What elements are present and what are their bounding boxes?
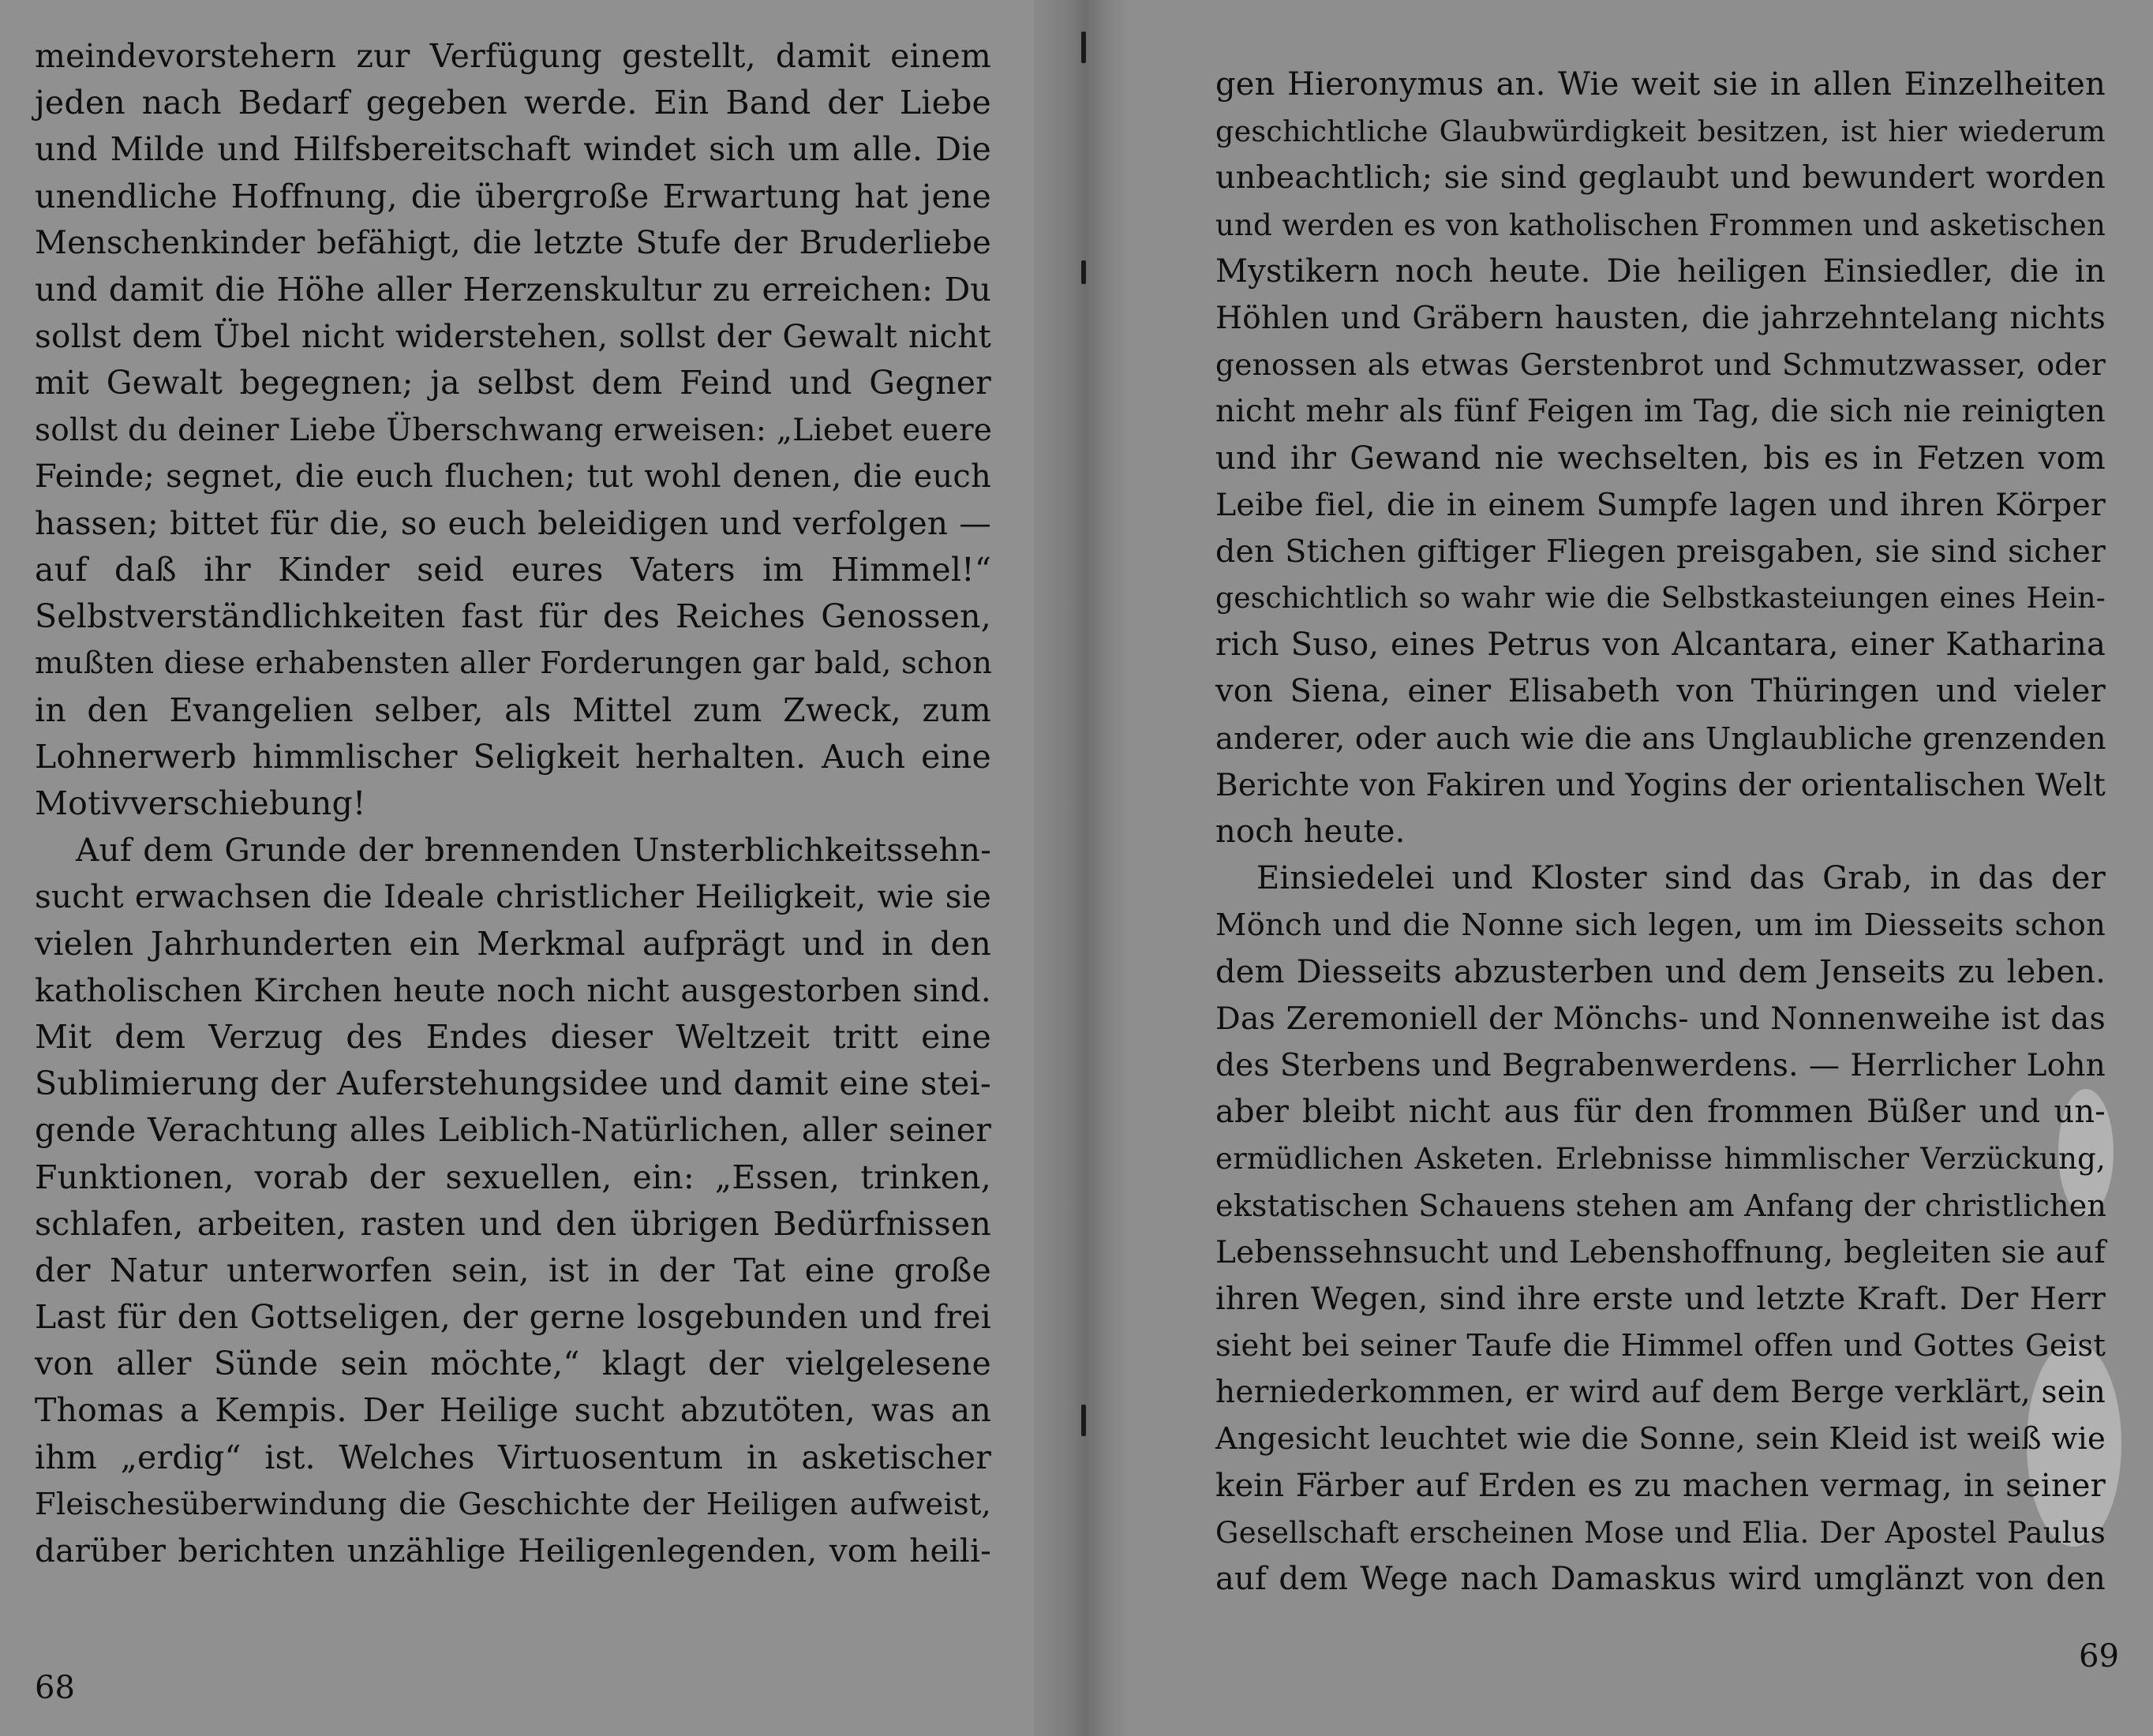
text-line: der Natur unterworfen sein, ist in der Tat eine große bbox=[35, 1251, 991, 1289]
text-line: Lebenssehnsucht und Lebenshoffnung, begleiten sie auf bbox=[1215, 1234, 2106, 1270]
text-line: Auf dem Grunde der brennenden Unsterblichkeitssehn- bbox=[76, 831, 991, 870]
text-line: sollst dem Übel nicht widerstehen, sollst der Gewalt nicht bbox=[35, 317, 991, 356]
text-line: und werden es von katholischen Frommen und asketischen bbox=[1215, 208, 2106, 242]
text-line: Fleischesüberwindung die Geschichte der Heiligen aufweist, bbox=[35, 1486, 991, 1522]
text-line: Thomas a Kempis. Der Heilige sucht abzutöten, was an bbox=[35, 1391, 991, 1430]
text-line: hassen; bittet für die, so euch beleidigen und verfolgen — bbox=[35, 503, 991, 542]
text-line: sucht erwachsen die Ideale christlicher Heiligkeit, wie sie bbox=[35, 877, 991, 916]
text-line: gen Hieronymus an. Wie weit sie in allen Einzelheiten bbox=[1215, 66, 2106, 103]
text-line: von aller Sünde sein möchte,“ klagt der vielgelesene bbox=[35, 1345, 991, 1383]
text-line: meindevorstehern zur Verfügung gestellt, damit einem bbox=[35, 37, 991, 75]
text-line: Last für den Gottseligen, der gerne losgebunden und frei bbox=[35, 1298, 991, 1337]
text-line: rich Suso, eines Petrus von Alcantara, einer Katharina bbox=[1215, 627, 2106, 664]
text-line: herniederkommen, er wird auf dem Berge verklärt, sein bbox=[1215, 1375, 2106, 1411]
text-line: jeden nach Bedarf gegeben werde. Ein Band der Liebe bbox=[35, 84, 991, 122]
text-line: Einsiedelei und Kloster sind das Grab, in das der bbox=[1256, 860, 2106, 897]
text-line: dem Diesseits abzusterben und dem Jenseits zu leben. bbox=[1215, 953, 2106, 990]
text-line: ihren Wegen, sind ihre erste und letzte Kraft. Der Herr bbox=[1215, 1280, 2106, 1317]
text-line: geschichtlich so wahr wie die Selbstkasteiungen eines Hein- bbox=[1215, 582, 2106, 615]
text-line: nicht mehr als fünf Feigen im Tag, die sich nie reinigten bbox=[1215, 394, 2106, 430]
text-line: ermüdlichen Asketen. Erlebnisse himmlischer Verzückung, bbox=[1215, 1142, 2106, 1177]
text-line: Leibe fiel, die in einem Sumpfe lagen und ihren Körper bbox=[1215, 486, 2106, 523]
text-line: Berichte von Fakiren und Yogins der orientalischen Welt bbox=[1215, 767, 2106, 803]
text-line: Mönch und die Nonne sich legen, um im Diesseits schon bbox=[1215, 907, 2106, 944]
text-line: Selbstverständlichkeiten fast für des Reiches Genossen, bbox=[35, 597, 991, 636]
text-line: und Milde und Hilfsbereitschaft windet sich um alle. Die bbox=[35, 130, 991, 169]
text-line: unendliche Hoffnung, die übergroße Erwartung hat jene bbox=[35, 177, 991, 215]
text-line: darüber berichten unzählige Heiligenlegenden, vom heili- bbox=[35, 1532, 991, 1570]
text-line: genossen als etwas Gerstenbrot und Schmutzwasser, oder bbox=[1215, 347, 2106, 383]
text-line: Angesicht leuchtet wie die Sonne, sein Kleid ist weiß wie bbox=[1215, 1421, 2106, 1457]
text-line: des Sterbens und Begrabenwerdens. — Herrlicher Lohn bbox=[1215, 1047, 2106, 1083]
text-line: Mit dem Verzug des Endes dieser Weltzeit tritt eine bbox=[35, 1017, 991, 1056]
text-line: Mystikern noch heute. Die heiligen Einsiedler, die in bbox=[1215, 253, 2106, 290]
text-line: aber bleibt nicht aus für den frommen Büßer und un- bbox=[1215, 1094, 2106, 1131]
text-line: auf daß ihr Kinder seid eures Vaters im Himmel!“ bbox=[35, 551, 991, 589]
page-number: 68 bbox=[35, 1670, 75, 1706]
text-line: mit Gewalt begegnen; ja selbst dem Feind und Gegner bbox=[35, 364, 991, 402]
text-line: Gesellschaft erscheinen Mose und Elia. Der Apostel Paulus bbox=[1215, 1515, 2106, 1550]
text-line: mußten diese erhabensten aller Forderungen gar bald, schon bbox=[35, 645, 993, 682]
text-line: anderer, oder auch wie die ans Unglaubliche grenzenden bbox=[1215, 720, 2106, 757]
text-line: Lohnerwerb himmlischer Seligkeit herhalten. Auch eine bbox=[35, 737, 991, 776]
text-line: den Stichen giftiger Fliegen preisgaben, sie sind sicher bbox=[1215, 533, 2106, 570]
text-line: Feinde; segnet, die euch fluchen; tut wohl denen, die euch bbox=[35, 458, 991, 495]
text-line: gende Verachtung alles Leiblich-Natürlichen, aller seiner bbox=[35, 1111, 991, 1150]
text-line: sollst du deiner Liebe Überschwang erweisen: „Liebet euere bbox=[35, 412, 993, 448]
text-line: schlafen, arbeiten, rasten und den übrigen Bedürfnissen bbox=[35, 1204, 991, 1243]
text-line: ekstatischen Schauens stehen am Anfang der christlichen bbox=[1215, 1188, 2107, 1223]
text-line: Das Zeremoniell der Mönchs- und Nonnenweihe ist das bbox=[1215, 1000, 2106, 1037]
text-line: Funktionen, vorab der sexuellen, ein: „Essen, trinken, bbox=[35, 1158, 991, 1196]
text-line: geschichtliche Glaubwürdigkeit besitzen, ist hier wiederum bbox=[1215, 114, 2106, 149]
text-line: Sublimierung der Auferstehungsidee und damit eine stei- bbox=[35, 1064, 991, 1103]
text-line: in den Evangelien selber, als Mittel zum Zweck, zum bbox=[35, 690, 991, 729]
text-line: ihm „erdig“ ist. Welches Virtuosentum in asketischer bbox=[35, 1438, 991, 1476]
text-line: Menschenkinder befähigt, die letzte Stufe der Bruderliebe bbox=[35, 224, 991, 261]
page-number: 69 bbox=[2079, 1638, 2119, 1674]
left-page-text bbox=[35, 33, 991, 1574]
right-page-text bbox=[1215, 62, 2106, 1603]
left-page bbox=[0, 0, 1073, 1736]
text-line: noch heute. bbox=[1215, 814, 1406, 850]
text-line: von Siena, einer Elisabeth von Thüringen und vieler bbox=[1215, 673, 2106, 710]
text-line: vielen Jahrhunderten ein Merkmal aufprägt und in den bbox=[35, 924, 991, 963]
text-line: sieht bei seiner Taufe die Himmel offen und Gottes Geist bbox=[1215, 1328, 2106, 1364]
text-line: Motivverschiebung! bbox=[35, 784, 366, 822]
text-line: auf dem Wege nach Damaskus wird umglänzt von den bbox=[1215, 1561, 2106, 1597]
text-line: kein Färber auf Erden es zu machen vermag, in seiner bbox=[1215, 1467, 2106, 1504]
text-line: katholischen Kirchen heute noch nicht ausgestorben sind. bbox=[35, 971, 991, 1009]
text-line: Höhlen und Gräbern hausten, die jahrzehntelang nichts bbox=[1215, 300, 2106, 336]
text-line: und ihr Gewand nie wechselten, bis es in Fetzen vom bbox=[1215, 440, 2106, 477]
text-line: und damit die Höhe aller Herzenskultur zu erreichen: Du bbox=[35, 270, 991, 309]
text-line: unbeachtlich; sie sind geglaubt und bewundert worden bbox=[1215, 159, 2106, 196]
